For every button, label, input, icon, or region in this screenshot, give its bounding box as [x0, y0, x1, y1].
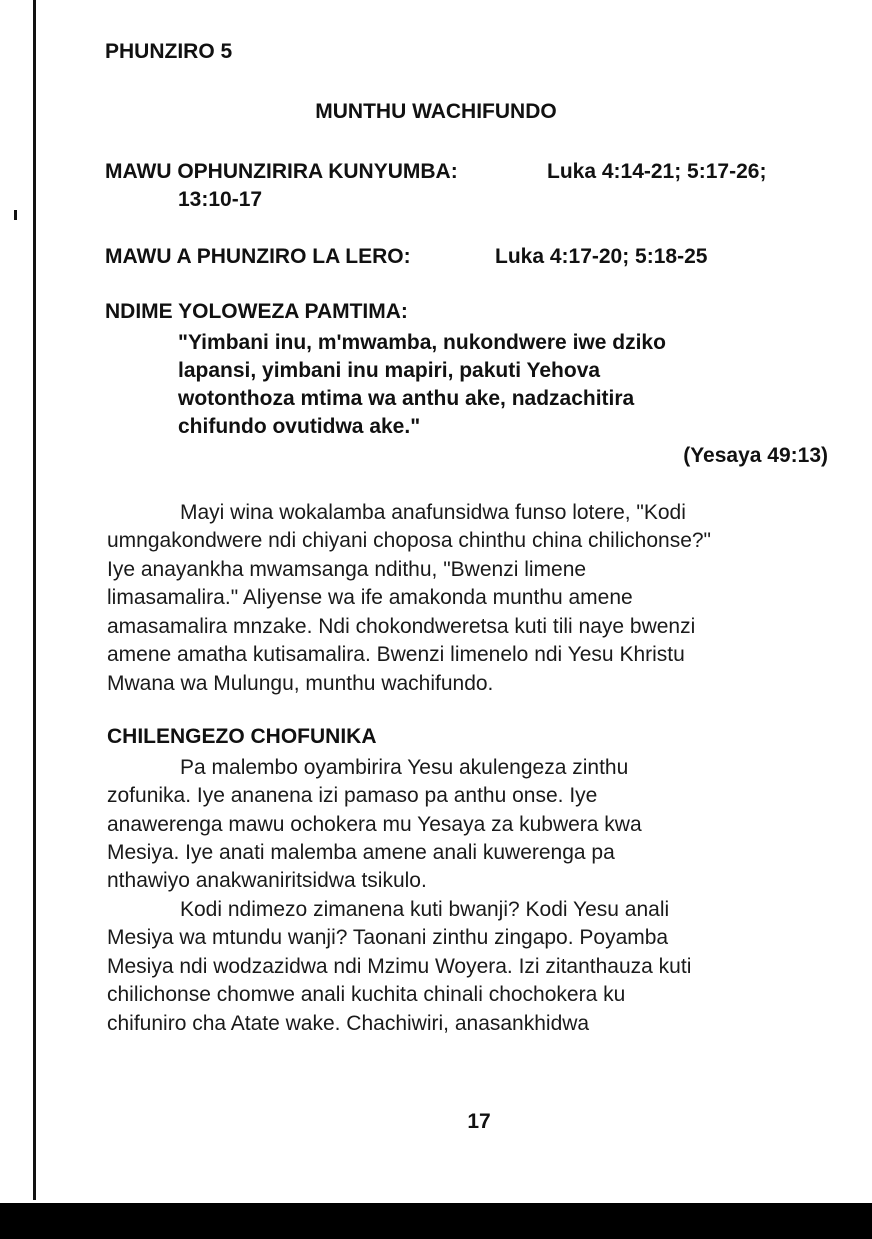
- section-line: chifuniro cha Atate wake. Chachiwiri, anasankhidwa: [107, 1012, 590, 1035]
- section-heading: CHILENGEZO CHOFUNIKA: [107, 725, 377, 748]
- intro-line: amene amatha kutisamalira. Bwenzi limenelo ndi Yesu Khristu: [107, 643, 685, 666]
- memory-verse-line: wotonthoza mtima wa anthu ake, nadzachitira: [178, 387, 635, 410]
- home-reading-label: MAWU OPHUNZIRIRA KUNYUMBA:: [105, 160, 458, 183]
- scan-bottom-bar: [0, 1203, 872, 1239]
- intro-line: umngakondwere ndi chiyani choposa chinthu china chilichonse?": [107, 529, 712, 552]
- intro-line: amasamalira mnzake. Ndi chokondweretsa kuti tili naye bwenzi: [107, 615, 696, 638]
- memory-verse-label: NDIME YOLOWEZA PAMTIMA:: [105, 300, 408, 323]
- section-line: nthawiyo anakwaniritsidwa tsikulo.: [107, 869, 427, 892]
- memory-verse-line: "Yimbani inu, m'mwamba, nukondwere iwe dziko: [178, 331, 666, 354]
- scan-left-edge: [33, 0, 36, 1200]
- section-line: Mesiya. Iye anati malemba amene anali kuwerenga pa: [107, 841, 615, 864]
- section-line: chilichonse chomwe anali kuchita chinali chochokera ku: [107, 983, 626, 1006]
- section-line: zofunika. Iye ananena izi pamaso pa anthu onse. Iye: [107, 784, 598, 807]
- intro-line: Iye anayankha mwamsanga ndithu, "Bwenzi limene: [107, 558, 587, 581]
- memory-verse-line: lapansi, yimbani inu mapiri, pakuti Yehova: [178, 359, 601, 382]
- section-line: Kodi ndimezo zimanena kuti bwanji? Kodi Yesu anali: [180, 898, 670, 921]
- lesson-label: PHUNZIRO 5: [105, 40, 233, 63]
- section-line: Mesiya ndi wodzazidwa ndi Mzimu Woyera. Izi zitanthauza kuti: [107, 955, 692, 978]
- home-reading-refs-line1: Luka 4:14-21; 5:17-26;: [547, 160, 767, 183]
- memory-verse-line: chifundo ovutidwa ake.": [178, 415, 421, 438]
- page-title: MUNTHU WACHIFUNDO: [315, 100, 557, 123]
- lesson-text-label: MAWU A PHUNZIRO LA LERO:: [105, 245, 411, 268]
- lesson-text-refs: Luka 4:17-20; 5:18-25: [495, 245, 708, 268]
- memory-verse-citation: (Yesaya 49:13): [683, 444, 828, 467]
- section-line: Mesiya wa mtundu wanji? Taonani zinthu zingapo. Poyamba: [107, 926, 669, 949]
- home-reading-refs-line2: 13:10-17: [178, 188, 263, 211]
- section-line: anawerenga mawu ochokera mu Yesaya za kubwera kwa: [107, 813, 642, 836]
- intro-line: limasamalira." Aliyense wa ife amakonda munthu amene: [107, 586, 633, 609]
- scan-edge-mark: [14, 210, 17, 220]
- page-number: 17: [467, 1110, 491, 1133]
- intro-line: Mayi wina wokalamba anafunsidwa funso lotere, "Kodi: [180, 501, 686, 524]
- intro-line: Mwana wa Mulungu, munthu wachifundo.: [107, 672, 494, 695]
- section-line: Pa malembo oyambirira Yesu akulengeza zinthu: [180, 756, 629, 779]
